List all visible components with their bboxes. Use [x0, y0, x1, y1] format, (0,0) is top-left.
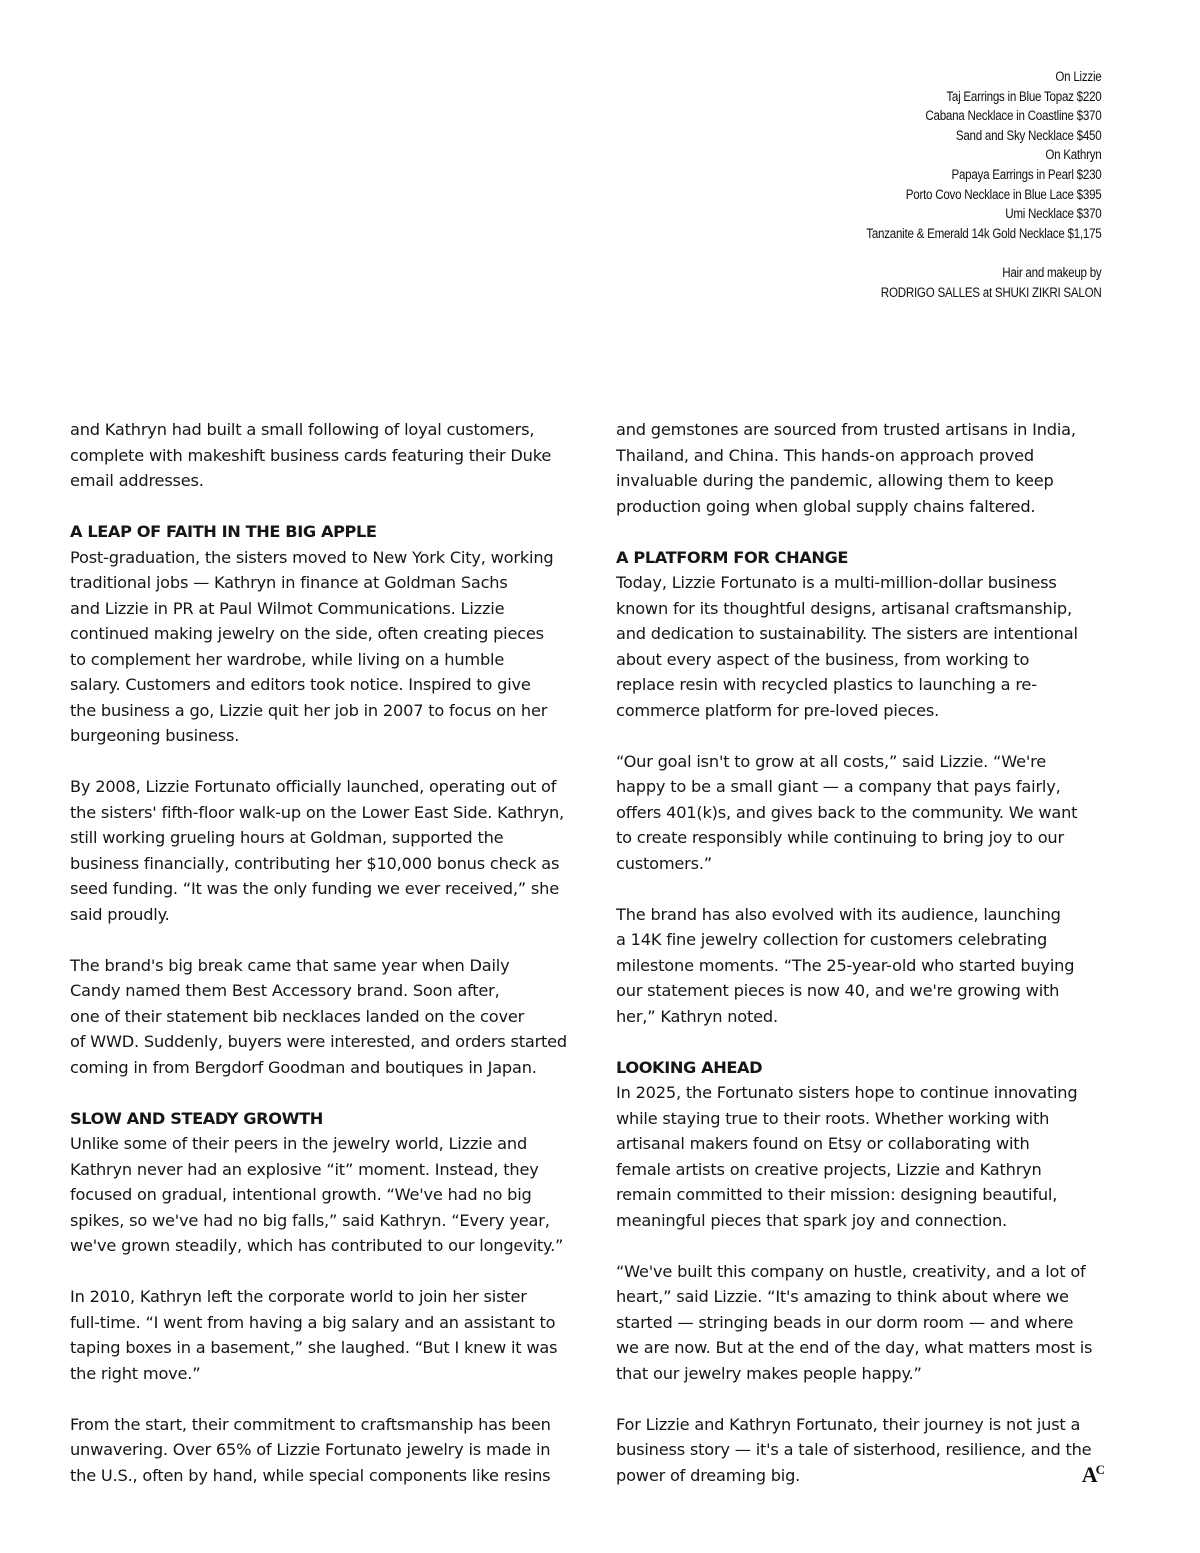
credit-line: Tanzanite & Emerald 14k Gold Necklace $1,175 [865, 225, 1101, 241]
section-heading: LOOKING AHEAD [616, 1057, 763, 1077]
section-heading: SLOW AND STEADY GROWTH [70, 1108, 323, 1128]
paragraph: The brand has also evolved with its audience, launching a 14K fine jewelry collection for customers celebrating milestone moments. “The 25-year-old who started buying our statement pieces is now 40, and we're growing with her,” Kathryn noted. [616, 904, 1075, 1026]
paragraph: The brand's big break came that same year when Daily Candy named them Best Accessory brand. Soon after, one of their statement bib necklaces landed on the cover of WWD. Suddenly, buyers were interested, and orders started coming in from Bergdorf Goodman and boutiques in Japan. [70, 955, 568, 1077]
credit-line: On Kathryn [1044, 147, 1101, 163]
section-heading: A LEAP OF FAITH IN THE BIG APPLE [70, 522, 377, 541]
paragraph: From the start, their commitment to craftsmanship has been unwavering. Over 65% of Lizzie Fortunato jewelry is made in the U.S., often by hand, while special components like resins [70, 1414, 551, 1485]
paragraph: Today, Lizzie Fortunato is a multi-million-dollar business known for its thoughtful designs, artisanal craftsmanship, and dedication to sustainability. The sisters are intentional about every aspect of the business, from working to replace resin with recycled plastics to launching a re- commerce platform for pre-loved pieces. [616, 573, 1078, 720]
paragraph: Post-graduation, the sisters moved to New York City, working traditional jobs — Kathryn in finance at Goldman Sachs and Lizzie in PR at Paul Wilmot Communications. Lizzie continued making jewelry on the side, often creating pieces to complement her wardrobe, while living on a humble salary. Customers and editors took notice. Inspired to give the business a go, Lizzie quit her job in 2007 to focus on her burgeoning business. [70, 547, 554, 745]
hair-makeup-name: RODRIGO SALLES at SHUKI ZIKRI SALON [880, 284, 1101, 300]
paragraph: In 2010, Kathryn left the corporate world to join her sister full-time. “I went from having a big salary and an assistant to taping boxes in a basement,” she laughed. “But I knew it was the right move.” [70, 1287, 558, 1383]
section-heading: A PLATFORM FOR CHANGE [616, 547, 849, 567]
logo-superscript: C [1095, 1462, 1104, 1477]
logo-letter: A [1081, 1462, 1097, 1487]
hair-makeup-label: Hair and makeup by [1001, 264, 1101, 280]
credit-line: Umi Necklace $370 [1004, 206, 1101, 222]
credit-line: Sand and Sky Necklace $450 [955, 127, 1101, 143]
paragraph: Unlike some of their peers in the jewelry world, Lizzie and Kathryn never had an explosive “it” moment. Instead, they focused on gradual, intentional growth. “We've had no big spikes, so we've had no big falls,” said Kathryn. “Every year, we've grown steadily, which has contributed to our longevity.” [70, 1134, 564, 1255]
credit-line: Papaya Earrings in Pearl $230 [950, 166, 1101, 182]
magazine-logo [1082, 1462, 1104, 1488]
credit-line: Taj Earrings in Blue Topaz $220 [945, 88, 1101, 104]
photo-credits [866, 67, 1101, 302]
paragraph: and Kathryn had built a small following of loyal customers, complete with makeshift business cards featuring their Duke email addresses. [70, 420, 552, 490]
paragraph: By 2008, Lizzie Fortunato officially launched, operating out of the sisters' fifth-floor walk-up on the Lower East Side. Kathryn, still working grueling hours at Goldman, supported the business financially, contributing her $10,000 bonus check as seed funding. “It was the only funding we ever received,” she said proudly. [70, 777, 565, 924]
paragraph: In 2025, the Fortunato sisters hope to continue innovating while staying true to their roots. Whether working with artisanal makers found on Etsy or collaborating with female artists on creative projects, Lizzie and Kathryn remain committed to their mission: designing beautiful, meaningful pieces that spark joy and connection. [616, 1083, 1078, 1230]
credit-line: Porto Covo Necklace in Blue Lace $395 [905, 186, 1101, 202]
credit-line: Cabana Necklace in Coastline $370 [924, 108, 1101, 124]
paragraph: “We've built this company on hustle, creativity, and a lot of heart,” said Lizzie. “It's amazing to think about where we started — stringing beads in our dorm room — and where we are now. But at the end of the day, what matters most is that our jewelry makes people happy.” [616, 1261, 1093, 1383]
paragraph: and gemstones are sourced from trusted artisans in India, Thailand, and China. This hands-on approach proved invaluable during the pandemic, allowing them to keep production going when global supply chains faltered. [616, 420, 1076, 516]
paragraph: For Lizzie and Kathryn Fortunato, their journey is not just a business story — it's a tale of sisterhood, resilience, and the power of dreaming big. [616, 1414, 1092, 1485]
credit-spacer [866, 243, 1101, 263]
credit-line: On Lizzie [1054, 69, 1101, 84]
left-column [70, 417, 590, 1514]
paragraph: “Our goal isn't to grow at all costs,” said Lizzie. “We're happy to be a small giant — a company that pays fairly, offers 401(k)s, and gives back to the community. We want to create responsibly while continuing to bring joy to our customers.” [616, 751, 1078, 873]
right-column [616, 417, 1136, 1514]
